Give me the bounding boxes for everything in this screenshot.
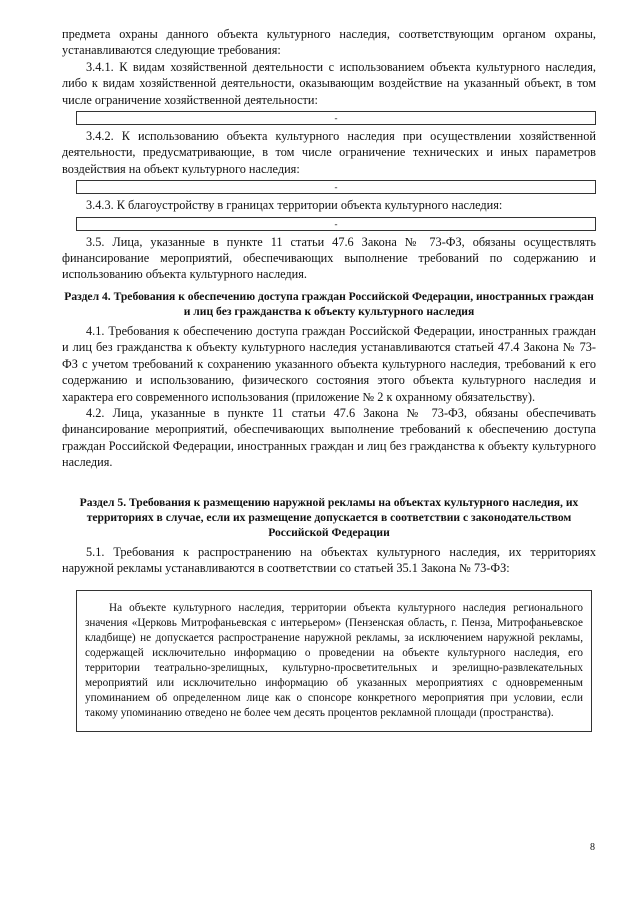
- section-4-heading: Раздел 4. Требования к обеспечению доступа граждан Российской Федерации, иностранных граждан и лиц без гражданства к объекту культурного наследия: [64, 289, 594, 318]
- empty-requirement-box-1: -: [76, 111, 596, 125]
- page-content: [62, 26, 596, 732]
- empty-requirement-box-3: -: [76, 217, 596, 231]
- paragraph-4-2: 4.2. Лица, указанные в пункте 11 статьи 47.6 Закона № 73-ФЗ, обязаны обеспечивать финансирование мероприятий, обеспечивающих выполнение требований к обеспечению доступа граждан Российской Федерации, иностранных граждан и лиц без гражданства к объекту культурного наследия.: [62, 405, 596, 470]
- paragraph-4-1: 4.1. Требования к обеспечению доступа граждан Российской Федерации, иностранных граждан и лиц без гражданства к объекту культурного наследия устанавливаются статьей 47.4 Закона № 73-ФЗ с учетом требований к сохранению указанного объекта культурного наследия, требований к его содержанию и использованию, физического состояния этого объекта культурного наследия и характера его современного использования (приложение № 2 к охранному обязательству).: [62, 323, 596, 404]
- paragraph-3-5: 3.5. Лица, указанные в пункте 11 статьи 47.6 Закона № 73-ФЗ, обязаны осуществлять финансирование мероприятий, обеспечивающих выполнение требований по содержанию и использованию объекта культурного наследия.: [62, 234, 596, 282]
- paragraph-3-4-2: 3.4.2. К использованию объекта культурного наследия при осуществлении хозяйственной деятельности, предусматривающие, в том числе ограничение технических и иных параметров воздействия на объект культурного наследия:: [62, 129, 596, 176]
- empty-requirement-box-2: -: [76, 180, 596, 194]
- advertising-requirements-text: На объекте культурного наследия, территории объекта культурного наследия регионального значения «Церковь Митрофаньевская с интерьером» (Пензенская область, г. Пенза, Митрофаньевское кладбище) не допускается распространение наружной рекламы, за исключением наружной рекламы, содержащей исключительно информацию о проведении на объекте культурного наследия, его территории театрально-зрелищных, культурно-просветительных и зрелищно-развлекательных мероприятий или исключительно информацию об указанных мероприятиях с одновременным упоминанием об определенном лице как о спонсоре конкретного мероприятия при условии, если такому упоминанию отведено не более чем десять процентов рекламной площади (пространства).: [85, 602, 583, 720]
- section-5-heading: Раздел 5. Требования к размещению наружной рекламы на объектах культурного наследия, их территориях в случае, если их размещение допускается в соответствии с законодательством Российской Федерации: [79, 495, 579, 539]
- paragraph-intro: предмета охраны данного объекта культурного наследия, соответствующим органом охраны, устанавливаются следующие требования:: [62, 27, 596, 58]
- paragraph-3-4-1: 3.4.1. К видам хозяйственной деятельности с использованием объекта культурного наследия, либо к видам хозяйственной деятельности, оказывающим воздействие на указанный объект, в том числе ограничение хозяйственной деятельности:: [62, 59, 596, 107]
- advertising-requirements-box: [76, 590, 592, 732]
- page-number: 8: [590, 842, 595, 853]
- paragraph-5-1: 5.1. Требования к распространению на объектах культурного наследия, их территориях наружной рекламы устанавливаются в соответствии со статьей 35.1 Закона № 73-ФЗ:: [62, 544, 596, 575]
- paragraph-3-4-3: 3.4.3. К благоустройству в границах территории объекта культурного наследия:: [86, 198, 503, 213]
